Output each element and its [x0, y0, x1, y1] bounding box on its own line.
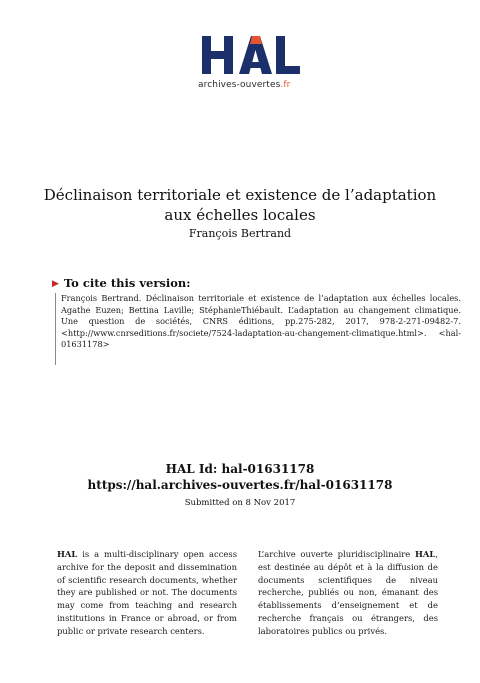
disclaimer-french-lead: L’archive ouverte pluridisciplinaire — [258, 549, 416, 559]
submitted-date: Submitted on 8 Nov 2017 — [184, 498, 296, 508]
hal-logo-subtitle: archives-ouvertes.fr — [198, 80, 291, 90]
citation-text: François Bertrand. Déclinaison territoriale et existence de l’adaptation aux échelles locales. Agathe Euzen; Bettina Laville; StéphanieThiébault. L’adaptation au changement climatique. Une question de sociétés, CNRS éditions, pp.275-282, 2017, 978-2-271-09482-7. <http://www.cnrseditions.fr/societe/7524-ladaptation-au-changement-climatique.html>. <hal-01631178> — [55, 293, 461, 365]
triangle-right-icon: ▶ — [52, 279, 59, 289]
cite-heading — [52, 276, 191, 290]
disclaimer-french-text: , est destinée au dépôt et à la diffusion de documents scientifiques de niveau recherche, publiés ou non, émanant des établissements d’enseignement et de recherche français ou étrangers, des laboratoires publics ou privés. — [258, 549, 438, 636]
cite-heading-label: To cite this version: — [63, 276, 191, 290]
hal-id: HAL Id: hal-01631178 — [165, 462, 315, 476]
hal-wordmark-graphic — [190, 30, 310, 80]
paper-title: Déclinaison territoriale et existence de l’adaptation aux échelles locales — [43, 186, 437, 224]
paper-author: François Bertrand — [188, 227, 292, 240]
disclaimer-french — [258, 548, 438, 638]
hal-bold: HAL — [415, 549, 436, 559]
hal-bold: HAL — [57, 549, 78, 559]
disclaimer-english — [57, 548, 237, 638]
hal-url-link[interactable]: https://hal.archives-ouvertes.fr/hal-01631178 — [87, 478, 393, 492]
disclaimer-english-text: is a multi-disciplinary open access archive for the deposit and dissemination of scientific research documents, whether they are published or not. The documents may come from teaching and research institutions in France or abroad, or from public or private research centers. — [57, 549, 237, 636]
